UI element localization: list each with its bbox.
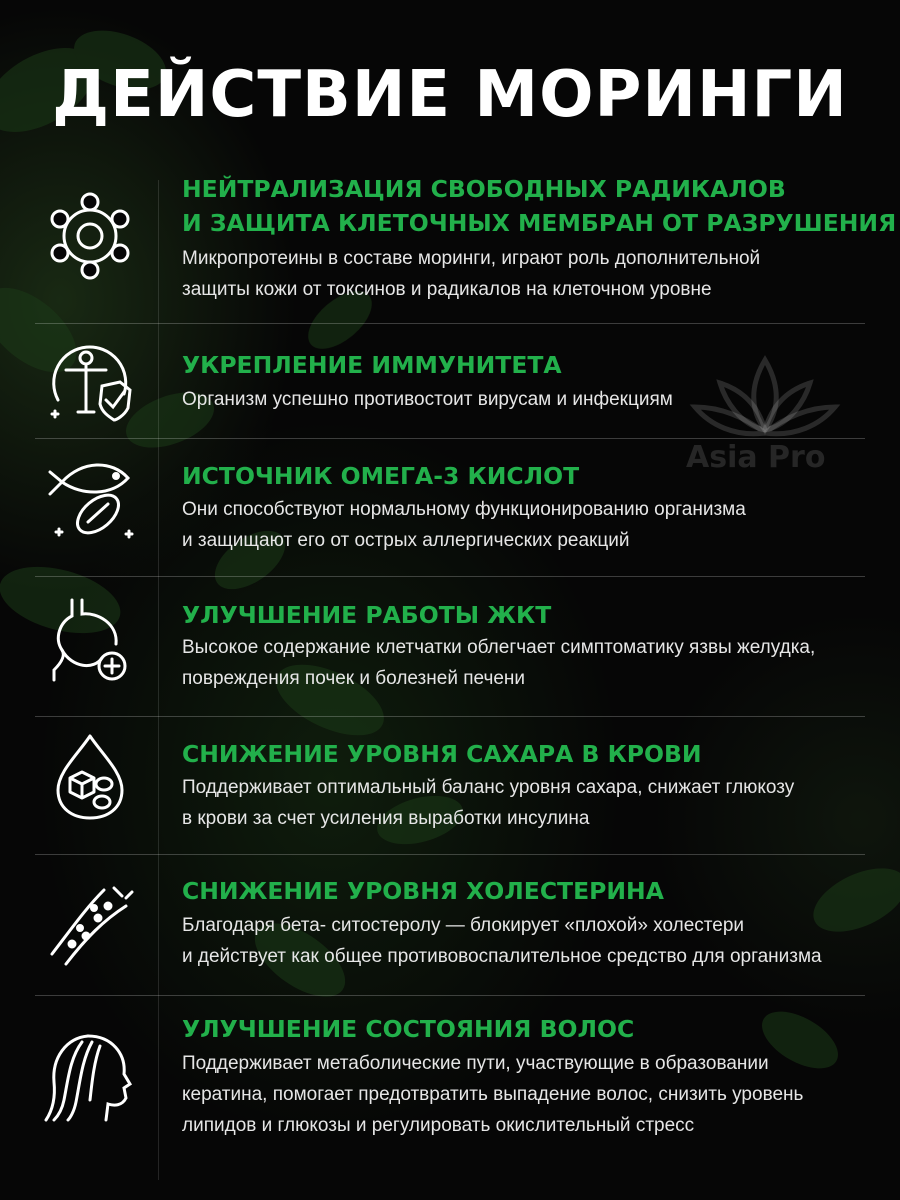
divider-vertical <box>158 180 159 1180</box>
item-heading: УКРЕПЛЕНИЕ ИММУНИТЕТА <box>182 351 562 379</box>
item-heading: УЛУЧШЕНИЕ СОСТОЯНИЯ ВОЛОС <box>182 1015 635 1043</box>
immunity-shield-icon <box>42 334 138 430</box>
divider <box>35 323 865 324</box>
item-heading: ИСТОЧНИК ОМЕГА-3 КИСЛОТ <box>182 462 580 490</box>
blood-sugar-drop-icon <box>42 728 138 824</box>
divider <box>35 576 865 577</box>
item-heading: НЕЙТРАЛИЗАЦИЯ СВОБОДНЫХ РАДИКАЛОВ И ЗАЩИТА КЛЕТОЧНЫХ МЕМБРАН ОТ РАЗРУШЕНИЯ <box>182 175 897 237</box>
item-heading: СНИЖЕНИЕ УРОВНЯ САХАРА В КРОВИ <box>182 740 702 768</box>
divider <box>35 716 865 717</box>
item-text: Благодаря бета- ситостеролу — блокирует «плохой» холестери и действует как общее противовоспалительное средство для организма <box>182 915 822 967</box>
divider <box>35 995 865 996</box>
divider <box>35 438 865 439</box>
stomach-icon <box>42 592 138 688</box>
item-text: Они способствуют нормальному функционированию организма и защищают его от острых аллергических реакций <box>182 499 746 551</box>
divider <box>35 854 865 855</box>
item-text: Организм успешно противостоит вирусам и инфекциям <box>182 389 673 410</box>
item-heading: СНИЖЕНИЕ УРОВНЯ ХОЛЕСТЕРИНА <box>182 877 664 905</box>
item-text: Высокое содержание клетчатки облегчает симптоматику язвы желудка, повреждения почек и болезней печени <box>182 637 816 689</box>
vessel-cholesterol-icon <box>42 876 138 972</box>
page-title: ДЕЙСТВИЕ МОРИНГИ <box>52 58 848 132</box>
item-text: Поддерживает оптимальный баланс уровня сахара, снижает глюкозу в крови за счет усиления выработки инсулина <box>182 777 795 829</box>
item-text: Микропротеины в составе моринги, играют роль дополнительной защиты кожи от токсинов и радикалов на клеточном уровне <box>182 248 761 300</box>
item-heading: УЛУЧШЕНИЕ РАБОТЫ ЖКТ <box>182 601 552 629</box>
molecule-icon <box>42 188 138 284</box>
item-text: Поддерживает метаболические пути, участвующие в образовании кератина, помогает предотвратить выпадение волос, снизить уровень липидов и глюкозы и регулировать окислительный стресс <box>182 1053 804 1136</box>
fish-omega-icon <box>42 452 138 548</box>
watermark-text: Asia Pro <box>686 440 826 475</box>
hair-profile-icon <box>42 1030 138 1126</box>
